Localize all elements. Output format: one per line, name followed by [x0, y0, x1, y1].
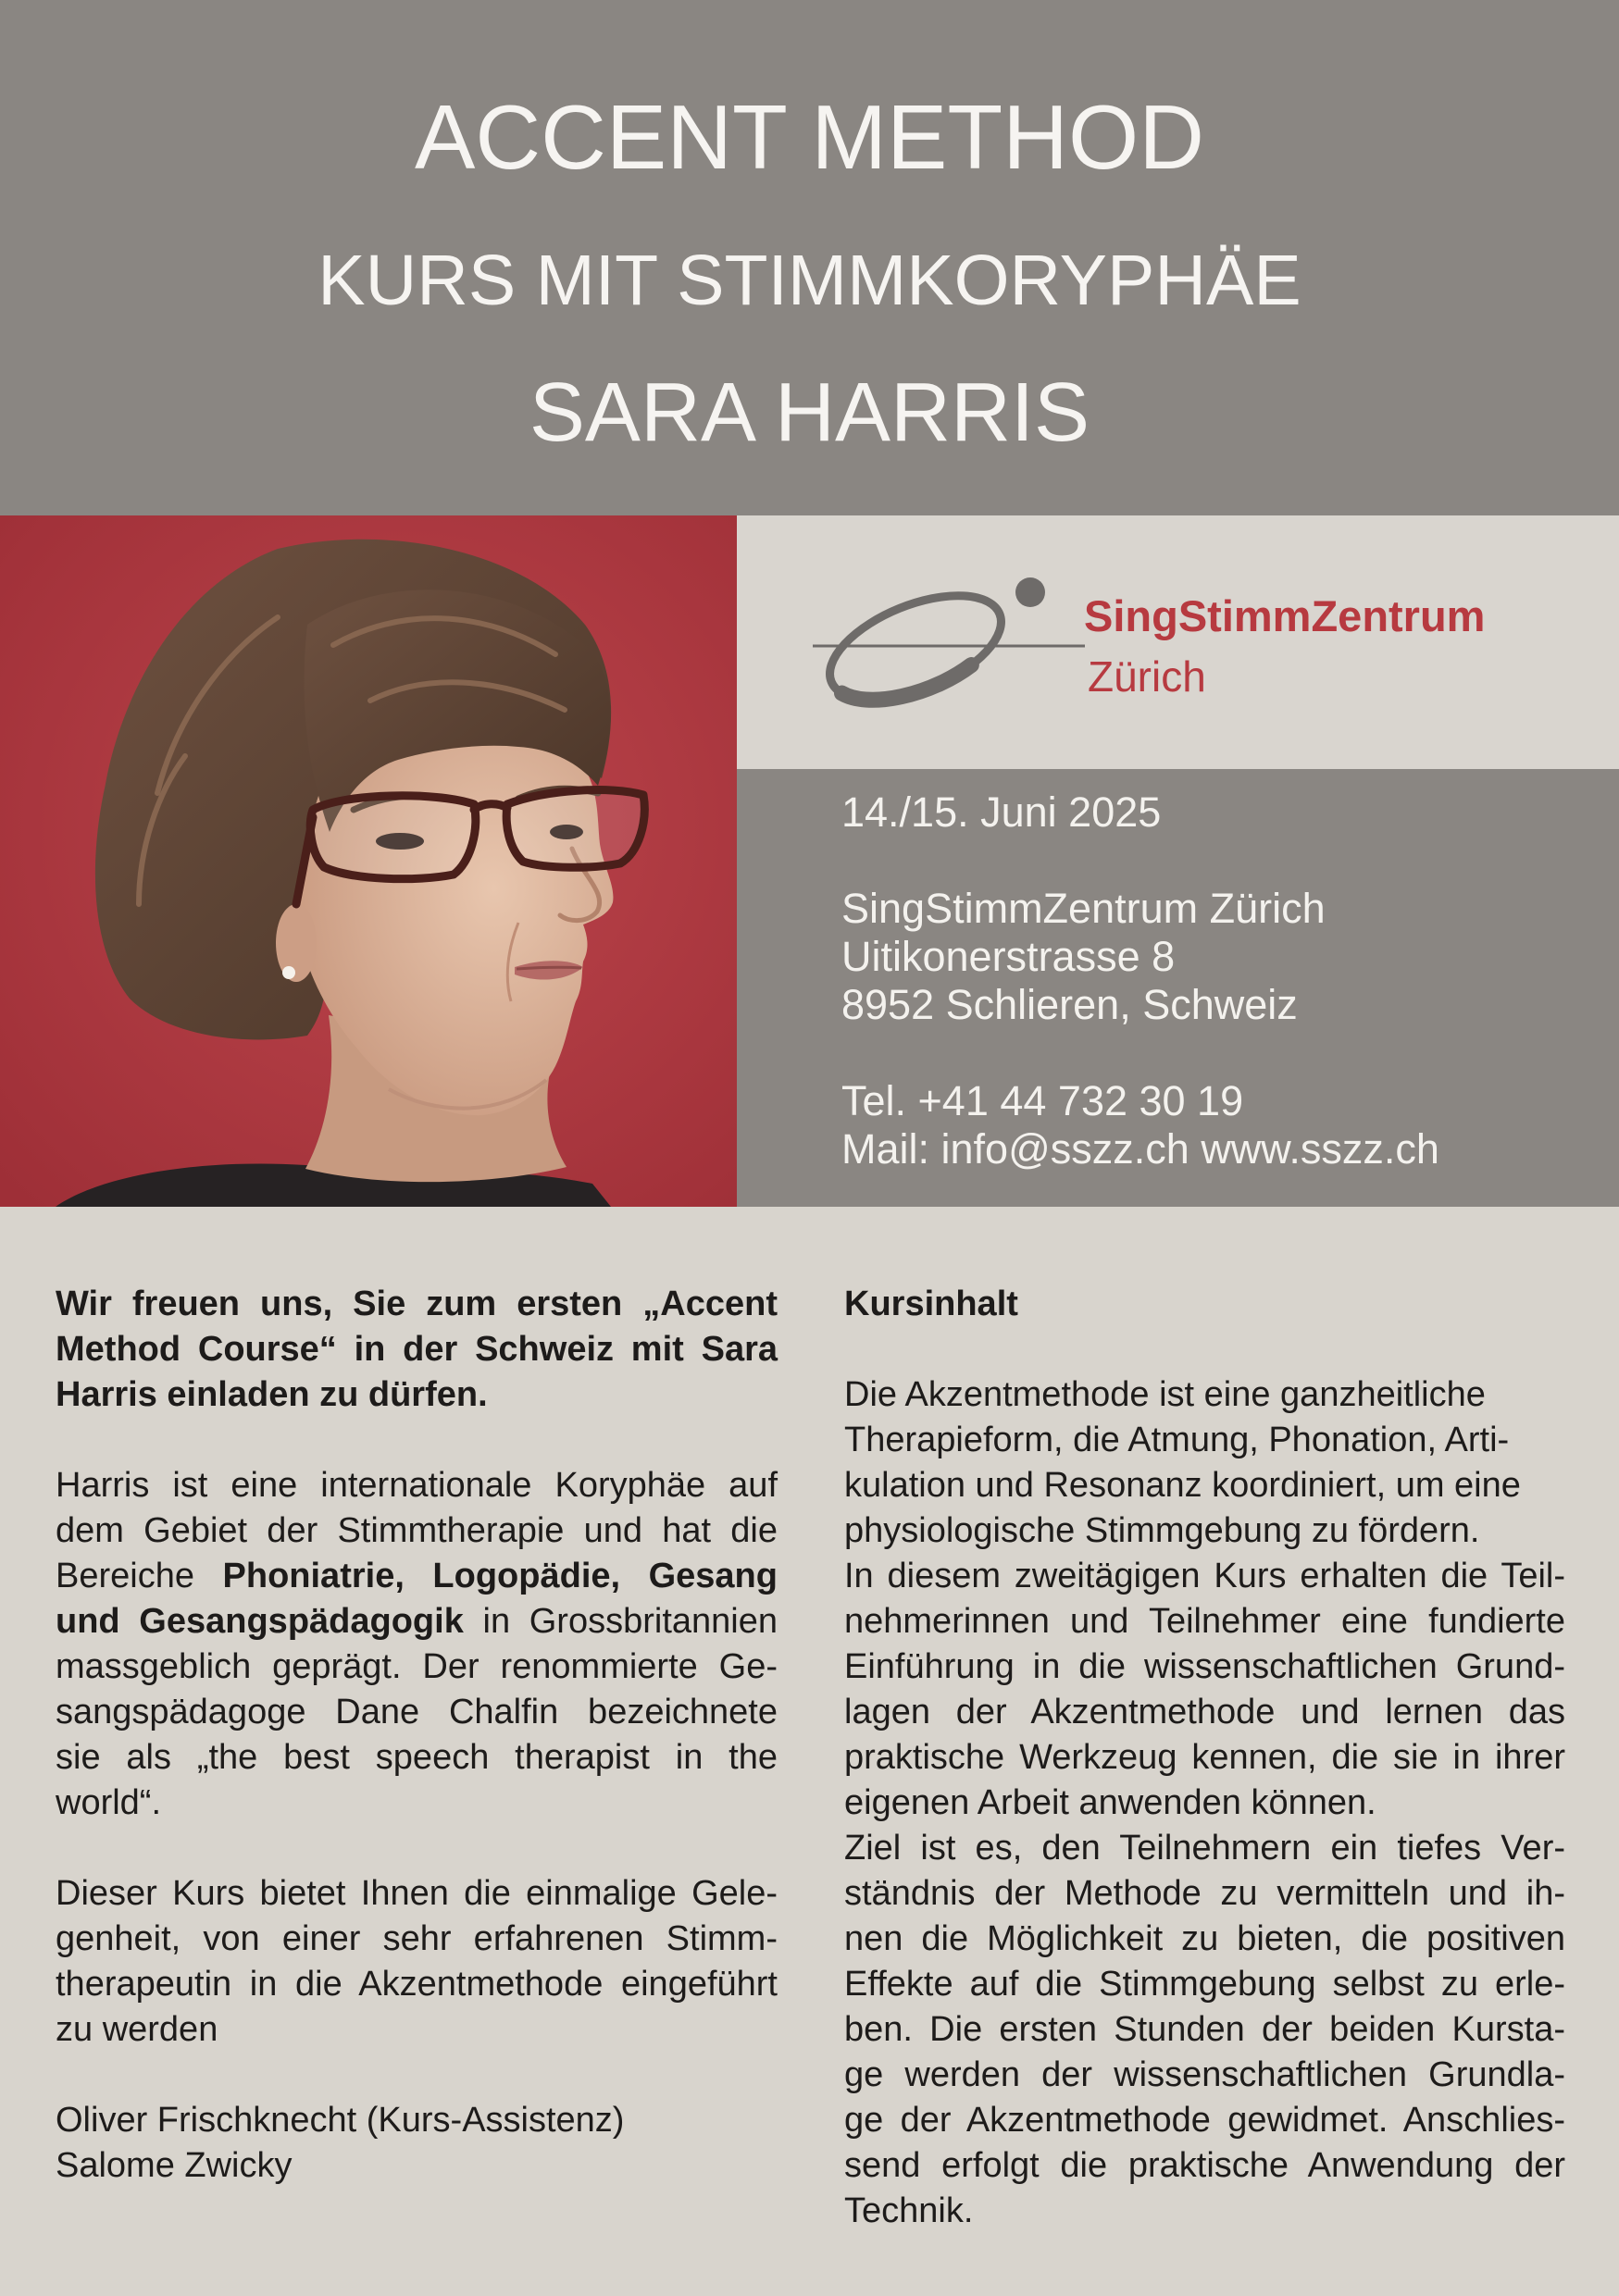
- text-line: [56, 1327, 778, 1372]
- text-line: [56, 2098, 778, 2143]
- text-line: [56, 1735, 778, 1781]
- text-line: [844, 1599, 1565, 1644]
- emphasized-text: Phoniatrie, Logopädie, Gesang: [222, 1557, 778, 1595]
- text-segment: Dieser Kurs bietet Ihnen die einmalige Gele-: [56, 1874, 778, 1913]
- text-segment: ständnis der Methode zu vermitteln und ih-: [844, 1874, 1565, 1913]
- text-segment: ge der Akzentmethode gewidmet. Anschlies-: [844, 2101, 1565, 2140]
- text-line: [844, 2143, 1565, 2189]
- ear: [276, 904, 317, 982]
- text-segment: zu werden: [56, 2010, 218, 2049]
- text-line: [844, 1735, 1565, 1781]
- text-line: [56, 1644, 778, 1690]
- speaker-name: SARA HARRIS: [529, 366, 1090, 459]
- text-segment: ge werden der wissenschaftlichen Grundla-: [844, 2055, 1565, 2094]
- text-line: [844, 1372, 1565, 1418]
- text-line: [844, 2007, 1565, 2053]
- text-segment: therapeutin in die Akzentmethode eingeführt: [56, 1965, 778, 2004]
- text-segment: Ziel ist es, den Teilnehmern ein tiefes Ver-: [844, 1829, 1565, 1868]
- text-segment: nen die Möglichkeit zu bieten, die positiven: [844, 1919, 1565, 1958]
- text-segment: Die Akzentmethode ist eine ganzheitliche: [844, 1375, 1486, 1414]
- text-line: [844, 2189, 1565, 2234]
- text-segment: Effekte auf die Stimmgebung selbst zu erle-: [844, 1965, 1565, 2004]
- logo-wordmark: SingStimmZentrum: [1084, 591, 1486, 640]
- course-paragraph: [844, 1554, 1565, 1826]
- text-segment: praktische Werkzeug kennen, die sie in ihrer: [844, 1738, 1565, 1777]
- text-segment: Bereiche: [56, 1557, 223, 1595]
- text-segment: Salome Zwicky: [56, 2146, 293, 2185]
- text-line: [56, 1962, 778, 2007]
- text-line: [844, 1554, 1565, 1599]
- text-segment: Harris einladen zu dürfen.: [56, 1375, 488, 1414]
- text-segment: eigenen Arbeit anwenden können.: [844, 1783, 1376, 1822]
- text-line: [844, 1962, 1565, 2007]
- logo-swirl: [816, 575, 1015, 722]
- emphasized-text: und Gesangspädagogik: [56, 1602, 464, 1641]
- text-line: [56, 1463, 778, 1508]
- text-line: [844, 1418, 1565, 1463]
- text-segment: massgeblich geprägt. Der renommierte Ge-: [56, 1647, 778, 1686]
- event-date: 14./15. Juni 2025: [841, 788, 1162, 836]
- text-line: [844, 2053, 1565, 2098]
- text-line: [56, 2007, 778, 2053]
- text-line: [56, 1781, 778, 1826]
- text-segment: ben. Die ersten Stunden der beiden Kursta-: [844, 2010, 1565, 2049]
- text-line: [844, 1781, 1565, 1826]
- text-line: [844, 1463, 1565, 1508]
- venue-name: SingStimmZentrum Zürich: [841, 885, 1326, 932]
- logo-dot: [1015, 577, 1045, 607]
- event-details: [841, 788, 1439, 1173]
- text-segment: lagen der Akzentmethode und lernen das: [844, 1693, 1565, 1731]
- logo-city: Zürich: [1088, 652, 1206, 701]
- header-band: [0, 0, 1619, 515]
- text-segment: world“.: [56, 1783, 162, 1822]
- text-segment: Therapieform, die Atmung, Phonation, Arti-: [844, 1421, 1510, 1459]
- course-title: ACCENT METHOD: [414, 86, 1204, 188]
- course-content-heading: Kursinhalt: [844, 1285, 1018, 1323]
- text-segment: kulation und Resonanz koordiniert, um eine: [844, 1466, 1521, 1505]
- text-segment: in Grossbritannien: [463, 1602, 778, 1641]
- method-paragraph: [844, 1372, 1565, 1554]
- portrait-illustration: [0, 515, 737, 1207]
- text-segment: Einführung in die wissenschaftlichen Grund-: [844, 1647, 1565, 1686]
- mail-label: Mail:: [841, 1125, 930, 1173]
- offer-paragraph: [56, 1871, 778, 2053]
- text-line: [844, 1690, 1565, 1735]
- text-segment: send erfolgt die praktische Anwendung der: [844, 2146, 1565, 2185]
- text-segment: genheit, von einer sehr erfahrenen Stimm-: [56, 1919, 778, 1958]
- intro-paragraph: [56, 1282, 778, 1418]
- bio-paragraph: [56, 1463, 778, 1826]
- text-line: [56, 2143, 778, 2189]
- portrait-photo: [0, 515, 737, 1207]
- text-line: [56, 1372, 778, 1418]
- text-segment: sie als „the best speech therapist in the: [56, 1738, 778, 1777]
- text-line: [56, 1282, 778, 1327]
- text-line: [844, 1826, 1565, 1871]
- text-segment: In diesem zweitägigen Kurs erhalten die Teil-: [844, 1557, 1565, 1595]
- text-line: [844, 1508, 1565, 1554]
- phone-number: Tel. +41 44 732 30 19: [841, 1077, 1244, 1124]
- text-segment: dem Gebiet der Stimmtherapie und hat die: [56, 1511, 778, 1550]
- website-link[interactable]: www.sszz.ch: [1201, 1125, 1439, 1173]
- email-link[interactable]: info@sszz.ch: [940, 1125, 1189, 1173]
- text-line: [56, 1917, 778, 1962]
- text-line: [844, 1917, 1565, 1962]
- text-segment: Method Course“ in der Schweiz mit Sara: [56, 1330, 778, 1369]
- goal-paragraph: [844, 1826, 1565, 2234]
- event-info-panel: [737, 769, 1619, 1207]
- text-line: [844, 1871, 1565, 1917]
- logo-mark-icon: [737, 515, 1619, 769]
- text-line: [56, 1599, 778, 1644]
- left-column: [56, 1282, 778, 2189]
- text-segment: nehmerinnen und Teilnehmer eine fundierte: [844, 1602, 1565, 1641]
- text-segment: physiologische Stimmgebung zu fördern.: [844, 1511, 1480, 1550]
- text-line: [56, 1554, 778, 1599]
- text-segment: Harris ist eine internationale Koryphäe auf: [56, 1466, 778, 1505]
- text-line: [56, 1871, 778, 1917]
- text-line: [56, 1690, 778, 1735]
- earring: [282, 966, 295, 979]
- contact-line: [841, 1125, 1439, 1173]
- course-subtitle: KURS MIT STIMMKORYPHÄE: [318, 241, 1301, 320]
- logo-panel: [737, 515, 1619, 769]
- text-segment: Wir freuen uns, Sie zum ersten „Accent: [56, 1285, 778, 1323]
- venue-city: 8952 Schlieren, Schweiz: [841, 981, 1298, 1028]
- right-column: [844, 1282, 1565, 2234]
- text-line: [844, 2098, 1565, 2143]
- text-line: [56, 1508, 778, 1554]
- text-segment: sangspädagoge Dane Chalfin bezeichnete: [56, 1693, 778, 1731]
- text-segment: Technik.: [844, 2191, 974, 2230]
- signature-block: [56, 2098, 778, 2189]
- venue-street: Uitikonerstrasse 8: [841, 933, 1176, 980]
- text-line: [844, 1644, 1565, 1690]
- lip-line: [517, 967, 581, 969]
- text-segment: Oliver Frischknecht (Kurs-Assistenz): [56, 2101, 625, 2140]
